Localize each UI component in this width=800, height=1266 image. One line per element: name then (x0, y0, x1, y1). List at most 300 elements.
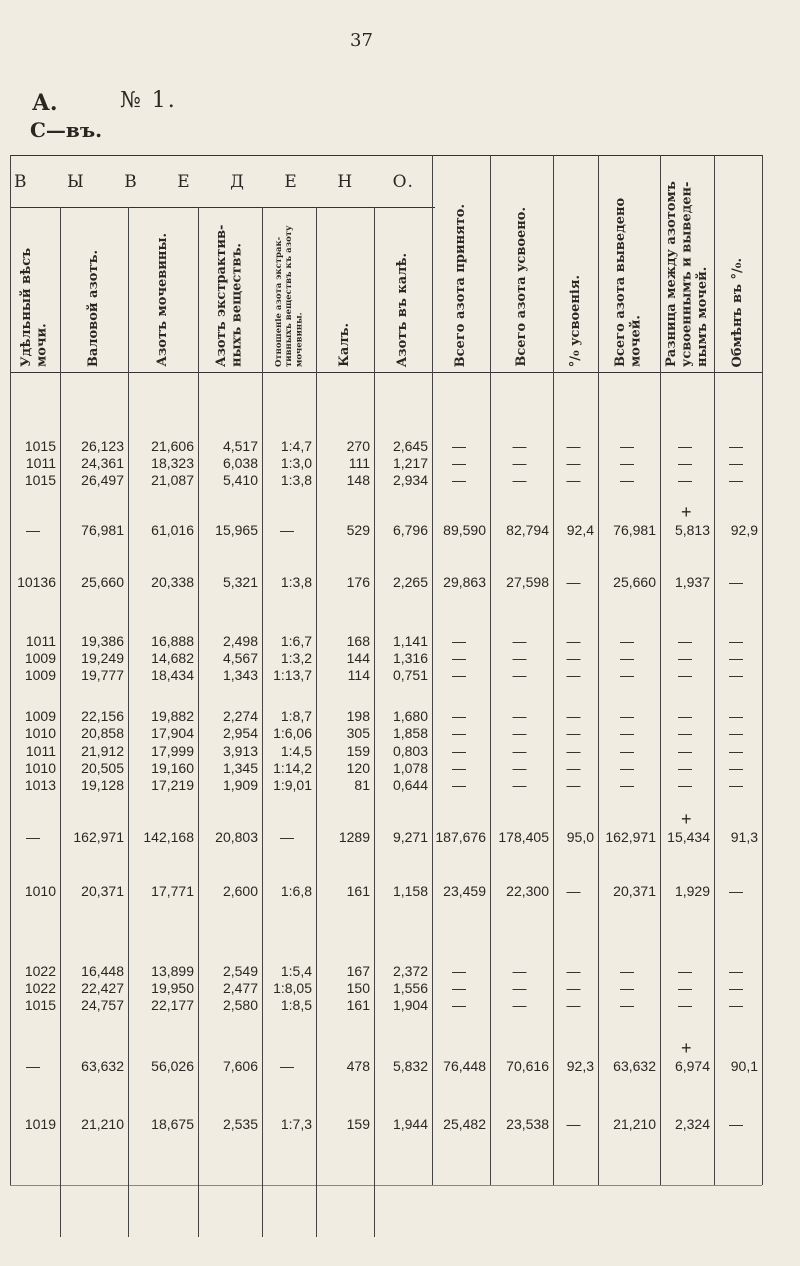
table-cell: 1010 (24, 760, 56, 776)
table-cell: — (620, 725, 634, 741)
table-cell: 15,965 (215, 522, 258, 538)
table-cell: 17,999 (151, 743, 194, 759)
table-cell: 4,567 (222, 650, 258, 666)
table-cell: — (566, 980, 581, 996)
table-cell: — (678, 777, 692, 793)
table-cell: 1:14,2 (273, 760, 312, 776)
plus-sign: + (681, 502, 692, 522)
table-cell: — (280, 1058, 294, 1074)
table-cell: 19,386 (81, 633, 124, 649)
table-cell: 168 (346, 633, 370, 649)
table-cell: 1:3,8 (280, 574, 312, 590)
table-cell: 16,448 (81, 963, 124, 979)
table-cell: — (678, 455, 692, 471)
table-cell: — (452, 438, 466, 454)
table-cell: 20,371 (613, 883, 656, 899)
column-header-label: Всего азота принято. (453, 203, 469, 367)
table-cell: 20,505 (81, 760, 124, 776)
table-cell: — (566, 708, 581, 724)
group-title (14, 172, 414, 192)
table-cell: — (566, 650, 581, 666)
table-cell: — (452, 760, 466, 776)
table-cell: 1011 (25, 743, 56, 759)
table-cell: 23,538 (506, 1116, 549, 1132)
table-cell: 1:4,7 (280, 438, 312, 454)
table-cell: — (620, 980, 634, 996)
table-cell: 1,141 (392, 633, 428, 649)
table-cell: 144 (346, 650, 370, 666)
table-cell: — (620, 760, 634, 776)
group-title-letter: Ы (66, 172, 85, 192)
table-cell: 5,832 (392, 1058, 428, 1074)
table-cell: 24,757 (81, 997, 124, 1013)
table-cell: 150 (346, 980, 370, 996)
table-cell: — (729, 883, 743, 899)
table-cell: 1,937 (674, 574, 710, 590)
table-cell: 61,016 (151, 522, 194, 538)
column-header (598, 160, 660, 367)
table-cell: — (566, 760, 581, 776)
table-cell: 15,434 (667, 829, 710, 845)
column-rule (762, 155, 763, 1185)
plus-sign: + (681, 809, 692, 829)
table-cell: 2,324 (674, 1116, 710, 1132)
table-cell: 92,3 (566, 1058, 594, 1074)
table-cell: 2,477 (222, 980, 258, 996)
table-cell: 5,410 (222, 472, 258, 488)
table-cell: 1,217 (392, 455, 428, 471)
table-cell: — (678, 667, 692, 683)
table-cell: — (729, 980, 743, 996)
group-title-letter: О. (392, 172, 414, 192)
table-cell: 1013 (24, 777, 56, 793)
table-cell: — (512, 633, 527, 649)
table-cell: 111 (348, 455, 370, 471)
table-cell: 1:8,05 (273, 980, 312, 996)
table-cell: 19,882 (151, 708, 194, 724)
table-cell: — (620, 777, 634, 793)
table-cell: 2,549 (222, 963, 258, 979)
table-cell: — (280, 829, 294, 845)
group-title-letter: В (124, 172, 138, 192)
table-cell: — (512, 455, 527, 471)
table-cell: — (678, 633, 692, 649)
table-cell: — (566, 574, 581, 590)
table-cell: 1,680 (392, 708, 428, 724)
table-cell: 1022 (24, 980, 56, 996)
table-cell: 81 (354, 777, 370, 793)
table-cell: 20,858 (81, 725, 124, 741)
table-cell: — (620, 997, 634, 1013)
table-cell: 76,981 (613, 522, 656, 538)
table-cell: 2,645 (392, 438, 428, 454)
table-cell: 6,038 (222, 455, 258, 471)
table-cell: — (566, 667, 581, 683)
column-header-label: Обмѣнъ въ °/₀. (730, 257, 746, 367)
table-cell: 18,675 (151, 1116, 194, 1132)
group-title-letter: Е (177, 172, 191, 192)
table-cell: — (566, 438, 581, 454)
column-header-label: Валовой азотъ. (86, 249, 102, 367)
table-cell: — (729, 777, 743, 793)
column-header-label: Калъ. (337, 323, 353, 367)
table-cell: 1011 (25, 633, 56, 649)
table-cell: 27,598 (506, 574, 549, 590)
table-cell: — (620, 438, 634, 454)
table-number: № 1. (120, 88, 177, 113)
group-title-letter: Д (230, 172, 245, 192)
table-cell: 0,751 (392, 667, 428, 683)
table-cell: 56,026 (151, 1058, 194, 1074)
table-cell: 1,556 (392, 980, 428, 996)
table-cell: 3,913 (222, 743, 258, 759)
table-cell: 159 (346, 1116, 370, 1132)
table-cell: — (678, 708, 692, 724)
plus-sign: + (681, 1038, 692, 1058)
table-cell: 6,974 (674, 1058, 710, 1074)
table-cell: 1,158 (392, 883, 428, 899)
table-cell: 21,210 (613, 1116, 656, 1132)
table-cell: 20,338 (151, 574, 194, 590)
table-cell: 1015 (24, 438, 56, 454)
table-cell: 76,448 (443, 1058, 486, 1074)
table-cell: — (566, 725, 581, 741)
table-cell: 1:3,2 (280, 650, 312, 666)
table-cell: 1:13,7 (273, 667, 312, 683)
table-cell: 0,644 (392, 777, 428, 793)
table-cell: — (452, 725, 466, 741)
table-cell: 21,606 (151, 438, 194, 454)
table-cell: — (26, 829, 40, 845)
table-bottom-rule (10, 1185, 762, 1186)
table-cell: — (512, 980, 527, 996)
column-header (128, 212, 198, 367)
table-cell: 1,909 (222, 777, 258, 793)
table-cell: — (452, 777, 466, 793)
table-cell: 17,904 (151, 725, 194, 741)
table-cell: 142,168 (143, 829, 194, 845)
table-cell: — (729, 963, 743, 979)
column-header (10, 212, 60, 367)
table-cell: 89,590 (443, 522, 486, 538)
table-cell: — (620, 963, 634, 979)
table-cell: 167 (346, 963, 370, 979)
column-header (432, 160, 490, 367)
column-header-label: °/₀ усвоенія. (567, 274, 583, 367)
table-cell: — (452, 708, 466, 724)
table-cell: 198 (346, 708, 370, 724)
table-cell: 29,863 (443, 574, 486, 590)
table-cell: — (566, 997, 581, 1013)
table-cell: 120 (346, 760, 370, 776)
table-cell: 22,156 (81, 708, 124, 724)
table-cell: — (620, 650, 634, 666)
column-header (262, 212, 316, 367)
table-cell: — (729, 743, 743, 759)
table-cell: 1009 (24, 708, 56, 724)
table-cell: 1:8,5 (280, 997, 312, 1013)
table-cell: 63,632 (613, 1058, 656, 1074)
table-cell: — (512, 472, 527, 488)
table-top-rule (10, 155, 762, 156)
table-cell: — (452, 472, 466, 488)
table-cell: 478 (346, 1058, 370, 1074)
table-cell: 5,321 (222, 574, 258, 590)
table-cell: 7,606 (222, 1058, 258, 1074)
table-cell: — (452, 980, 466, 996)
table-cell: — (729, 455, 743, 471)
table-cell: 25,660 (81, 574, 124, 590)
table-cell: 19,160 (151, 760, 194, 776)
table-cell: — (729, 667, 743, 683)
table-cell: 20,371 (81, 883, 124, 899)
column-header (198, 212, 262, 367)
table-cell: 9,271 (392, 829, 428, 845)
column-header-label: Азотъ экстрактив-ныхъ веществъ. (214, 224, 245, 367)
table-cell: 26,123 (81, 438, 124, 454)
table-cell: — (729, 997, 743, 1013)
table-cell: — (512, 708, 527, 724)
table-cell: — (620, 708, 634, 724)
table-cell: 2,580 (222, 997, 258, 1013)
table-cell: 1:7,3 (280, 1116, 312, 1132)
table-cell: 1,343 (222, 667, 258, 683)
table-cell: — (566, 883, 581, 899)
table-cell: 162,971 (605, 829, 656, 845)
table-cell: — (729, 472, 743, 488)
table-cell: 17,219 (151, 777, 194, 793)
table-mark: А. (32, 90, 58, 116)
table-cell: — (620, 667, 634, 683)
table-cell: 1:6,06 (273, 725, 312, 741)
table-cell: 2,934 (392, 472, 428, 488)
subject-label: С—въ. (30, 118, 103, 142)
table-cell: — (729, 1116, 743, 1132)
table-cell: 305 (346, 725, 370, 741)
table-cell: — (512, 667, 527, 683)
table-cell: — (512, 438, 527, 454)
table-cell: 13,899 (151, 963, 194, 979)
table-cell: — (512, 997, 527, 1013)
table-cell: — (729, 708, 743, 724)
table-cell: 1010 (24, 725, 56, 741)
column-header-label: Отношеніе азота экстрак-тивныхъ веществъ къ азоту мочевины. (273, 225, 305, 367)
table-cell: — (620, 472, 634, 488)
table-cell: — (452, 650, 466, 666)
table-cell: — (566, 455, 581, 471)
table-cell: — (729, 574, 743, 590)
table-cell: 2,372 (392, 963, 428, 979)
table-cell: 270 (346, 438, 370, 454)
table-cell: 95,0 (566, 829, 594, 845)
column-header (553, 160, 598, 367)
table-cell: 148 (346, 472, 370, 488)
table-cell: 26,497 (81, 472, 124, 488)
table-cell: 16,888 (151, 633, 194, 649)
table-cell: 1:3,0 (280, 455, 312, 471)
table-cell: 1009 (24, 667, 56, 683)
table-cell: 63,632 (81, 1058, 124, 1074)
table-cell: 1,904 (392, 997, 428, 1013)
table-cell: — (678, 963, 692, 979)
table-cell: 10136 (17, 574, 56, 590)
table-cell: — (452, 455, 466, 471)
table-cell: — (512, 725, 527, 741)
table-cell: 162,971 (73, 829, 124, 845)
table-cell: — (678, 980, 692, 996)
column-header-label: Удѣльный вѣсъ мочи. (19, 247, 50, 367)
table-cell: 1,316 (392, 650, 428, 666)
column-header-label: Всего азота выведено мочей. (613, 197, 644, 367)
table-cell: 21,210 (81, 1116, 124, 1132)
column-header-label: Азотъ мочевины. (155, 233, 171, 367)
table-cell: — (729, 725, 743, 741)
table-cell: — (26, 1058, 40, 1074)
table-cell: — (452, 997, 466, 1013)
table-cell: 1,078 (392, 760, 428, 776)
table-cell: 529 (346, 522, 370, 538)
table-cell: 2,498 (222, 633, 258, 649)
column-header-label: Разница между азотомъ усвоеннымъ и выведен-нымъ мочей. (663, 181, 710, 367)
table-cell: 1011 (25, 455, 56, 471)
table-cell: 2,600 (222, 883, 258, 899)
table-cell: — (678, 760, 692, 776)
table-cell: 1015 (24, 997, 56, 1013)
table-cell: 17,771 (151, 883, 194, 899)
table-cell: 161 (346, 883, 370, 899)
table-cell: 1015 (24, 472, 56, 488)
table-cell: — (566, 777, 581, 793)
table-cell: 92,4 (566, 522, 594, 538)
table-cell: 1,858 (392, 725, 428, 741)
column-header (374, 212, 432, 367)
table-cell: 1:5,4 (280, 963, 312, 979)
table-cell: 76,981 (81, 522, 124, 538)
table-cell: 1:8,7 (280, 708, 312, 724)
group-title-letter: В (14, 172, 28, 192)
table-cell: — (678, 725, 692, 741)
table-cell: — (512, 963, 527, 979)
table-cell: — (452, 633, 466, 649)
group-title-letter: Е (284, 172, 298, 192)
column-header (60, 212, 128, 367)
table-cell: 1,944 (392, 1116, 428, 1132)
table-cell: 24,361 (81, 455, 124, 471)
table-cell: 1:6,7 (280, 633, 312, 649)
column-header-label: Всего азота усвоено. (513, 207, 529, 367)
table-cell: — (280, 522, 294, 538)
table-cell: 1289 (338, 829, 370, 845)
table-cell: — (566, 1116, 581, 1132)
table-cell: 22,427 (81, 980, 124, 996)
table-cell: 19,128 (81, 777, 124, 793)
table-cell: — (620, 743, 634, 759)
table-cell: 1:9,01 (273, 777, 312, 793)
table-cell: 178,405 (498, 829, 549, 845)
table-cell: — (452, 667, 466, 683)
table-cell: — (566, 472, 581, 488)
table-cell: — (452, 743, 466, 759)
table-cell: 82,794 (506, 522, 549, 538)
column-header-label: Азотъ въ калѣ. (395, 252, 411, 367)
table-cell: 19,777 (81, 667, 124, 683)
table-cell: 1,929 (674, 883, 710, 899)
header-bottom-rule (10, 372, 762, 373)
table-cell: — (678, 743, 692, 759)
table-cell: — (452, 963, 466, 979)
table-cell: 1010 (24, 883, 56, 899)
table-cell: 1:4,5 (280, 743, 312, 759)
table-cell: 19,249 (81, 650, 124, 666)
table-cell: — (678, 472, 692, 488)
table-cell: 22,300 (506, 883, 549, 899)
table-cell: — (566, 743, 581, 759)
table-cell: 90,1 (730, 1058, 758, 1074)
table-cell: 2,535 (222, 1116, 258, 1132)
table-cell: 22,177 (151, 997, 194, 1013)
table-cell: 159 (346, 743, 370, 759)
table-cell: — (566, 633, 581, 649)
table-cell: — (512, 743, 527, 759)
table-cell: 0,803 (392, 743, 428, 759)
table-cell: — (566, 963, 581, 979)
table-cell: — (729, 438, 743, 454)
table-cell: — (512, 760, 527, 776)
group-title-letter: Н (337, 172, 354, 192)
table-cell: 114 (347, 667, 370, 683)
table-cell: — (678, 650, 692, 666)
table-cell: 1009 (24, 650, 56, 666)
column-header (316, 212, 374, 367)
table-cell: 5,813 (674, 522, 710, 538)
table-cell: 187,676 (435, 829, 486, 845)
table-cell: 25,482 (443, 1116, 486, 1132)
table-cell: — (678, 997, 692, 1013)
column-header (490, 160, 553, 367)
table-cell: — (620, 633, 634, 649)
table-cell: 14,682 (151, 650, 194, 666)
table-cell: 20,803 (215, 829, 258, 845)
page-number: 37 (350, 30, 373, 51)
table-cell: 18,434 (151, 667, 194, 683)
table-cell: 92,9 (730, 522, 758, 538)
table-cell: 161 (346, 997, 370, 1013)
table-cell: 25,660 (613, 574, 656, 590)
table-cell: — (729, 760, 743, 776)
table-cell: 2,265 (392, 574, 428, 590)
table-cell: — (620, 455, 634, 471)
table-cell: 2,954 (222, 725, 258, 741)
table-cell: 1019 (24, 1116, 56, 1132)
table-cell: 91,3 (730, 829, 758, 845)
table-cell: 18,323 (151, 455, 194, 471)
table-cell: 6,796 (392, 522, 428, 538)
table-cell: 1022 (24, 963, 56, 979)
table-cell: 19,950 (151, 980, 194, 996)
table-cell: 21,912 (81, 743, 124, 759)
table-cell: — (729, 650, 743, 666)
column-header (714, 160, 762, 367)
table-cell: — (26, 522, 40, 538)
table-cell: 4,517 (222, 438, 258, 454)
table-cell: 21,087 (151, 472, 194, 488)
table-cell: 1:3,8 (280, 472, 312, 488)
table-cell: — (512, 777, 527, 793)
table-cell: — (729, 633, 743, 649)
table-cell: — (512, 650, 527, 666)
table-cell: — (678, 438, 692, 454)
table-cell: 70,616 (506, 1058, 549, 1074)
